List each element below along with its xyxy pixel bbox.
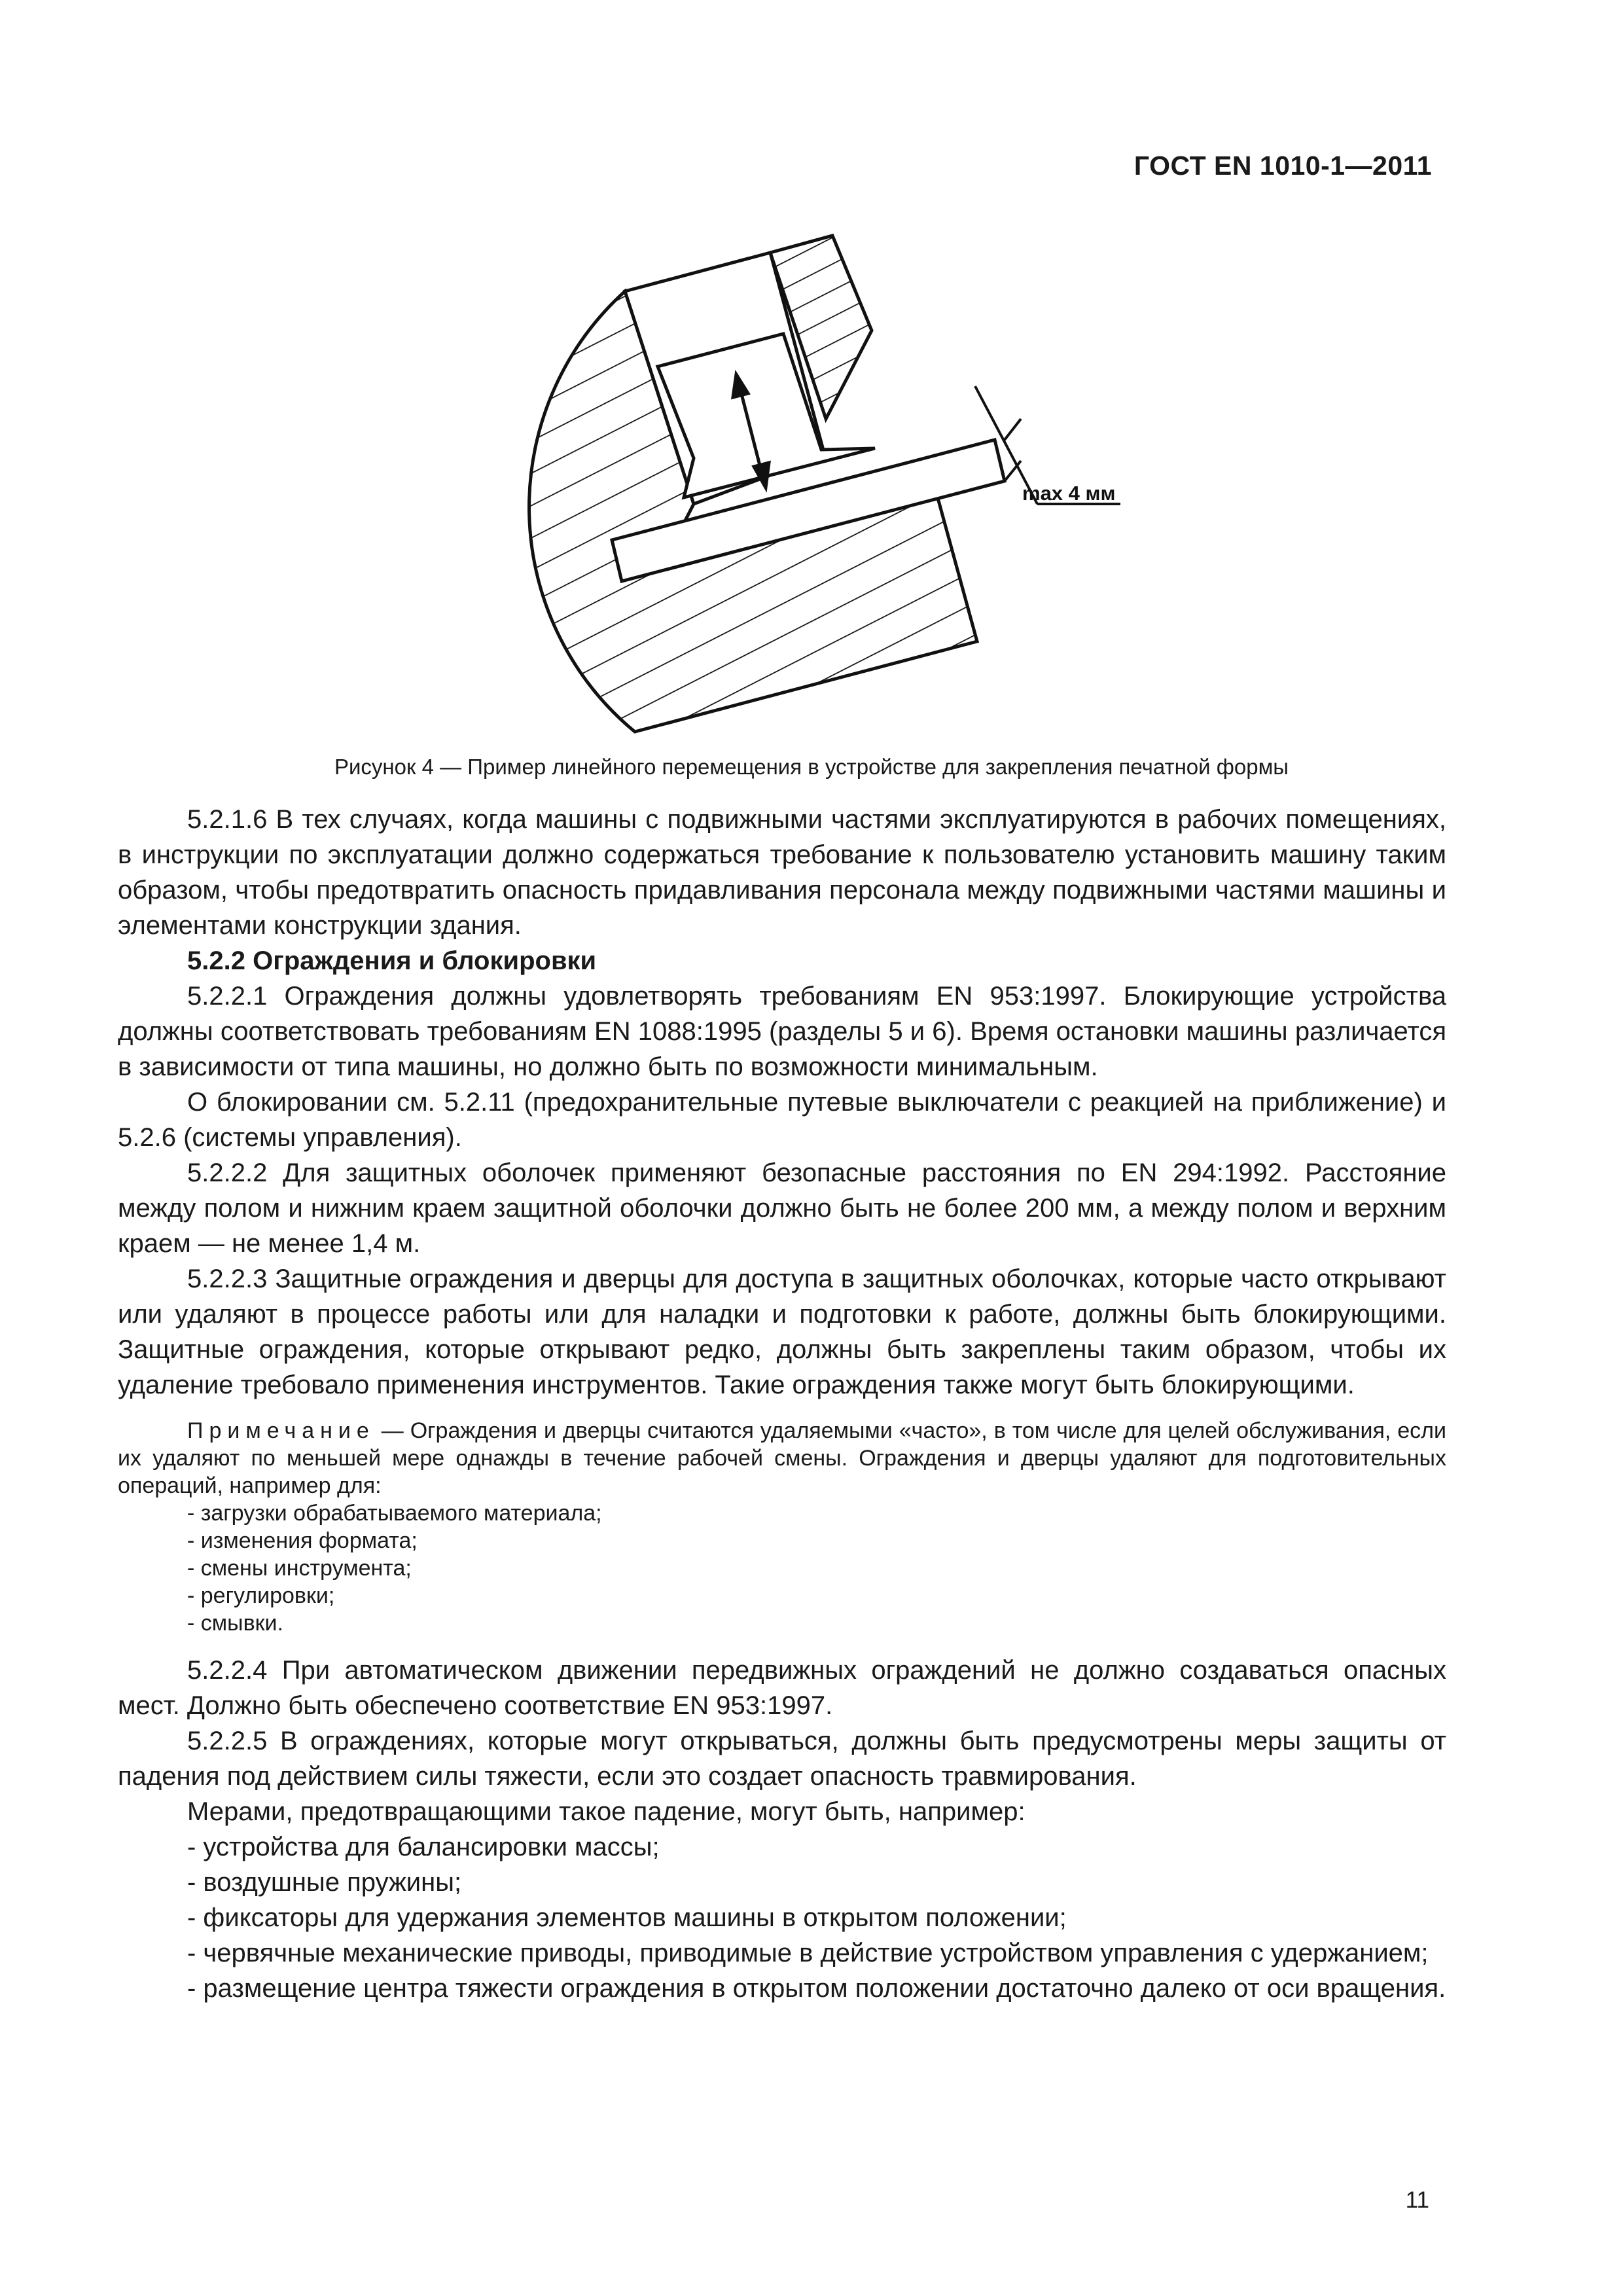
paragraph-5222: 5.2.2.2 Для защитных оболочек применяют безопасные расстояния по EN 294:1992. Расстояние между полом и нижним краем защитной оболочки должно быть не более 200 мм, а между полом и верхним краем — не менее 1,4 м. [118,1158,1446,1258]
page-number: 11 [1405,2187,1429,2213]
document-code: ГОСТ EN 1010-1—2011 [1133,151,1432,181]
dimension-label: max 4 мм [1022,482,1116,505]
paragraph-measures: Мерами, предотвращающими такое падение, могут быть, например: [187,1797,1026,1826]
measure-item: - воздушные пружины; [187,1868,462,1897]
measure-item: - фиксаторы для удержания элементов машины в открытом положении; [187,1903,1067,1932]
paragraph-5225: 5.2.2.5 В ограждениях, которые могут открываться, должны быть предусмотрены меры защиты от падения под действием силы тяжести, если это создает опасность травмирования. [118,1727,1446,1791]
paragraph-5223: 5.2.2.3 Защитные ограждения и дверцы для доступа в защитных оболочках, которые часто открывают или удаляют в процессе работы или для наладки и подготовки к работе, должны быть блокирующими. Защитные ограждения, которые открывают редко, должны быть закреплены таким образом, чтобы их удаление требовало применения инструментов. Такие ограждения также могут быть блокирующими. [118,1265,1446,1399]
note-block [118,1417,1446,1637]
note-text: — Ограждения и дверцы считаются удаляемыми «часто», в том числе для целей обслуживания, если их удаляют по меньшей мере однажды в течение рабочей смены. Ограждения и дверцы удаляют для подготовительных операций, например для: [118,1418,1446,1498]
paragraph-5224: 5.2.2.4 При автоматическом движении передвижных ограждений не должно создаваться опасных мест. Должно быть обеспечено соответствие EN 953:1997. [118,1656,1446,1720]
note-label: Примечание [187,1418,375,1443]
measure-item: - устройства для балансировки массы; [187,1833,660,1861]
paragraph-5216: 5.2.1.6 В тех случаях, когда машины с подвижными частями эксплуатируются в рабочих помещениях, в инструкции по эксплуатации должно содержаться требование к пользователю установить машину таким образом, чтобы предотвратить опасность придавливания персонала между подвижными частями машины и элементами конструкции здания. [118,805,1446,940]
note-item: - регулировки; [187,1583,335,1608]
clamping-device-figure [0,0,1623,746]
note-item: - смены инструмента; [187,1556,412,1581]
note-paragraph [118,1417,1446,1499]
section-heading-522: 5.2.2 Ограждения и блокировки [187,946,597,975]
main-text [118,802,1446,2006]
figure-caption: Рисунок 4 — Пример линейного перемещения в устройстве для закрепления печатной формы [334,755,1289,779]
measure-item: - размещение центра тяжести ограждения в открытом положении достаточно далеко от оси вращения. [187,1974,1446,2003]
note-item: - смывки. [187,1611,283,1636]
paragraph-blocking: О блокировании см. 5.2.11 (предохранительные путевые выключатели с реакцией на приближение) и 5.2.6 (системы управления). [118,1088,1446,1152]
paragraph-5221: 5.2.2.1 Ограждения должны удовлетворять требованиям EN 953:1997. Блокирующие устройства должны соответствовать требованиям EN 1088:1995 (разделы 5 и 6). Время остановки машины различается в зависимости от типа машины, но должно быть по возможности минимальным. [118,982,1446,1081]
note-item: - изменения формата; [187,1528,418,1553]
measure-item: - червячные механические приводы, приводимые в действие устройством управления с удержанием; [187,1939,1429,1967]
note-item: - загрузки обрабатываемого материала; [187,1501,602,1526]
